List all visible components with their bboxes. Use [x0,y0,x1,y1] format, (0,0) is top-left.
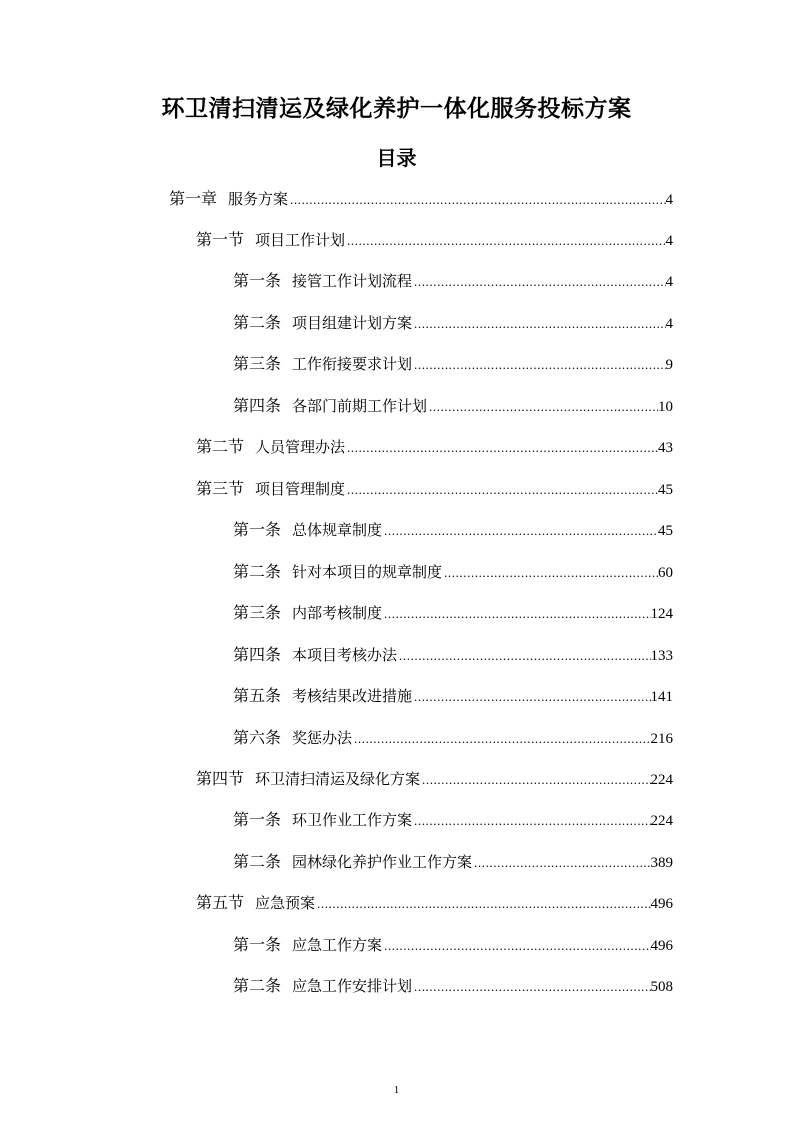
toc-entry-title: 服务方案 [228,190,289,208]
toc-entry-page: 45 [658,523,673,539]
toc-dot-leader [382,933,650,959]
toc-entry-title: 针对本项目的规章制度 [292,563,443,581]
toc-entry-page: 224 [650,813,673,829]
toc-entry-article[interactable] [233,683,673,709]
toc-entry-title: 接管工作计划流程 [292,272,413,290]
toc-entry-page: 4 [665,233,673,249]
toc-entry-title: 应急预案 [255,894,316,912]
toc-entry-article[interactable] [233,973,673,999]
toc-entry-title: 项目工作计划 [255,231,346,249]
toc-entry-number: 第一节 [196,230,245,249]
toc-entry-article[interactable] [233,351,673,377]
toc-dot-leader [472,850,650,876]
toc-entry-page: 124 [650,606,673,622]
toc-entry-article[interactable] [233,849,673,875]
document-title: 环卫清扫清运及绿化养护一体化服务投标方案 [161,96,632,122]
toc-entry-article[interactable] [233,600,673,626]
toc-entry-article[interactable] [233,559,673,585]
toc-dot-leader [427,394,658,420]
toc-entry-article[interactable] [233,725,673,751]
toc-entry-number: 第五条 [233,686,282,705]
toc-entry-article[interactable] [233,807,673,833]
toc-entry-article[interactable] [233,310,673,336]
toc-entry-title: 奖惩办法 [292,729,353,747]
toc-entry-number: 第五节 [196,893,245,912]
toc-entry-title: 人员管理办法 [255,438,346,456]
toc-entry-number: 第一章 [169,189,218,208]
toc-entry-section-2[interactable] [196,434,673,460]
toc-entry-article[interactable] [233,268,673,294]
toc-dot-leader [397,643,650,669]
toc-heading: 目录 [376,146,417,170]
toc-dot-leader [412,311,665,337]
toc-entry-page: 224 [650,772,673,788]
toc-entry-title: 园林绿化养护作业工作方案 [292,853,473,871]
toc-entry-number: 第一条 [233,520,282,539]
toc-entry-section-5[interactable] [196,890,673,916]
toc-dot-leader [382,601,650,627]
toc-entry-number: 第四条 [233,645,282,664]
toc-entry-page: 508 [650,979,673,995]
toc-entry-number: 第四条 [233,396,282,415]
toc-dot-leader [412,684,650,710]
toc-dot-leader [315,891,650,917]
toc-dot-leader [345,477,658,503]
toc-dot-leader [345,435,658,461]
toc-entry-number: 第一条 [233,810,282,829]
toc-entry-page: 4 [665,316,673,332]
toc-entry-page: 9 [665,357,673,373]
toc-entry-title: 项目组建计划方案 [292,314,413,332]
toc-entry-section-3[interactable] [196,476,673,502]
toc-entry-title: 应急工作安排计划 [292,977,413,995]
toc-dot-leader [352,726,650,752]
toc-entry-page: 10 [658,399,673,415]
toc-entry-title: 各部门前期工作计划 [292,397,428,415]
toc-entry-number: 第二条 [233,313,282,332]
toc-dot-leader [412,269,665,295]
toc-entry-article[interactable] [233,393,673,419]
toc-dot-leader [442,560,658,586]
toc-entry-number: 第三条 [233,354,282,373]
toc-entry-title: 工作衔接要求计划 [292,355,413,373]
page-number: 1 [393,1084,400,1096]
toc-entry-number: 第三节 [196,479,245,498]
toc-entry-page: 45 [658,482,673,498]
toc-dot-leader [345,228,665,254]
toc-entry-title: 应急工作方案 [292,936,383,954]
toc-entry-title: 总体规章制度 [292,521,383,539]
toc-entry-page: 389 [650,855,673,871]
toc-dot-leader [382,518,658,544]
toc-entry-title: 项目管理制度 [255,480,346,498]
toc-entry-number: 第二条 [233,562,282,581]
toc-entry-title: 本项目考核办法 [292,646,398,664]
toc-entry-title: 内部考核制度 [292,604,383,622]
toc-entry-section-1[interactable] [196,227,673,253]
toc-entry-number: 第一条 [233,271,282,290]
toc-entry-title: 环卫清扫清运及绿化方案 [255,770,421,788]
toc-entry-number: 第二条 [233,852,282,871]
toc-entry-page: 141 [650,689,673,705]
toc-entry-page: 60 [658,565,673,581]
toc-entry-number: 第六条 [233,728,282,747]
toc-entry-page: 496 [650,896,673,912]
toc-entry-page: 216 [650,731,673,747]
toc-entry-section-4[interactable] [196,766,673,792]
toc-entry-article[interactable] [233,932,673,958]
toc-entry-page: 43 [658,440,673,456]
toc-entry-page: 133 [650,648,673,664]
toc-dot-leader [288,187,665,213]
toc-entry-title: 环卫作业工作方案 [292,811,413,829]
toc-entry-number: 第四节 [196,769,245,788]
toc-entry-page: 4 [665,192,673,208]
toc-entry-page: 4 [665,274,673,290]
toc-entry-number: 第三条 [233,603,282,622]
toc-entry-number: 第二节 [196,437,245,456]
toc-dot-leader [412,352,665,378]
toc-entry-chapter-1[interactable] [169,186,673,212]
toc-entry-title: 考核结果改进措施 [292,687,413,705]
toc-dot-leader [420,767,650,793]
toc-entry-page: 496 [650,938,673,954]
toc-entry-article[interactable] [233,517,673,543]
toc-entry-number: 第二条 [233,976,282,995]
toc-dot-leader [412,808,650,834]
toc-entry-article[interactable] [233,642,673,668]
toc-dot-leader [412,974,650,1000]
toc-entry-number: 第一条 [233,935,282,954]
